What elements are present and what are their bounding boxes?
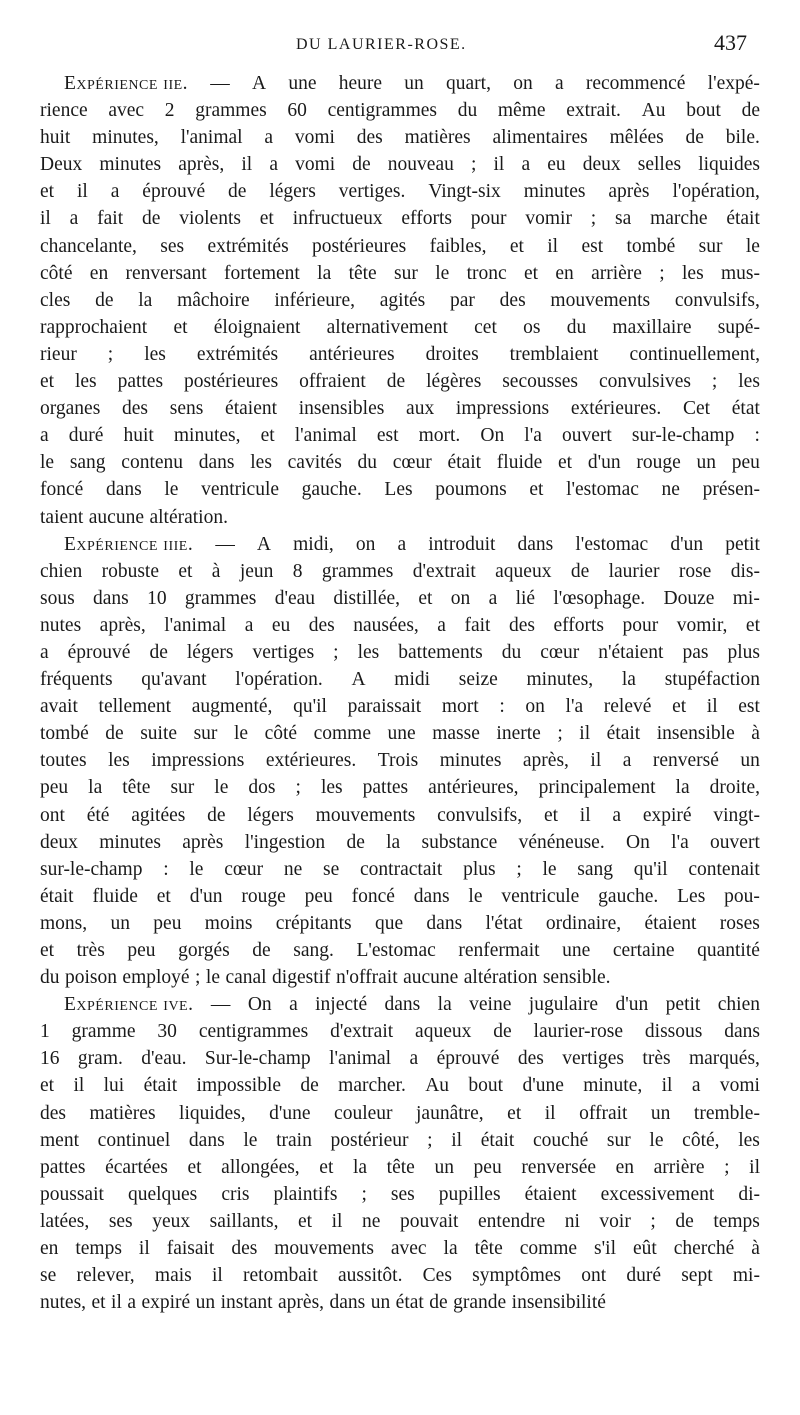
text-line: côté en renversant fortement la tête sur le tronc et en arrière ; les mus- bbox=[40, 262, 760, 284]
text-line: chien robuste et à jeun 8 grammes d'extrait aqueux de laurier rose dis- bbox=[40, 560, 760, 582]
text-line: et il lui était impossible de marcher. Au bout d'une minute, il a vomi bbox=[40, 1075, 760, 1097]
text-line: tombé de suite sur le côté comme une masse inerte ; il était insensible à bbox=[40, 723, 760, 745]
experience-first-line: Expérience iiie. — A midi, on a introduit dans l'estomac d'un petit bbox=[40, 531, 760, 558]
text-line: fréquents qu'avant l'opération. A midi seize minutes, la stupéfaction bbox=[40, 669, 760, 691]
text-line: il a fait de violents et infructueux efforts pour vomir ; sa marche était bbox=[40, 208, 760, 230]
text-line: ment continuel dans le train postérieur ; il était couché sur le côté, les bbox=[40, 1129, 760, 1151]
text-line: poussait quelques cris plaintifs ; ses pupilles étaient excessivement di- bbox=[40, 1183, 760, 1205]
text-line: peu la tête sur le dos ; les pattes antérieures, principalement la droite, bbox=[40, 777, 760, 799]
text-line: taient aucune altération. bbox=[40, 506, 228, 528]
text-line: rieur ; les extrémités antérieures droites tremblaient continuellement, bbox=[40, 343, 760, 365]
text-line: 16 gram. d'eau. Sur-le-champ l'animal a éprouvé des vertiges très marqués, bbox=[40, 1048, 760, 1070]
text-line: sur-le-champ : le cœur ne se contractait plus ; le sang qu'il contenait bbox=[40, 858, 760, 880]
text-line: a duré huit minutes, et l'animal est mort. On l'a ouvert sur-le-champ : bbox=[40, 425, 760, 447]
text-line: se relever, mais il retombait aussitôt. Ces symptômes ont duré sept mi- bbox=[40, 1265, 760, 1287]
text-line: cles de la mâchoire inférieure, agités par des mouvements convulsifs, bbox=[40, 289, 760, 311]
text-line: des matières liquides, d'une couleur jaunâtre, et il offrait un tremble- bbox=[40, 1102, 760, 1124]
text-line: 1 gramme 30 centigrammes d'extrait aqueux de laurier-rose dissous dans bbox=[40, 1021, 760, 1043]
text-line: sous dans 10 grammes d'eau distillée, et on a lié l'œsophage. Douze mi- bbox=[40, 587, 760, 609]
text-line: en temps il faisait des mouvements avec la tête comme s'il eût cherché à bbox=[40, 1238, 760, 1260]
text-line: et il a éprouvé de légers vertiges. Vingt-six minutes après l'opération, bbox=[40, 181, 760, 203]
text-line: foncé dans le ventricule gauche. Les poumons et l'estomac ne présen- bbox=[40, 479, 760, 501]
text-line: rapprochaient et éloignaient alternativement cet os du maxillaire supé- bbox=[40, 316, 760, 338]
text-line: était fluide et d'un rouge peu foncé dans le ventricule gauche. Les pou- bbox=[40, 885, 760, 907]
experience-heading: Expérience iie. bbox=[64, 73, 189, 94]
running-title: DU LAURIER-ROSE. bbox=[296, 36, 467, 53]
page-number: 437 bbox=[714, 30, 747, 55]
experience-heading: Expérience iiie. bbox=[64, 533, 194, 555]
body-text bbox=[40, 70, 760, 1316]
text-line: du poison employé ; le canal digestif n'offrait aucune altération sensible. bbox=[40, 967, 611, 989]
text-line: Deux minutes après, il a vomi de nouveau ; il a eu deux selles liquides bbox=[40, 154, 760, 176]
text-line: et très peu gorgés de sang. L'estomac renfermait une certaine quantité bbox=[40, 940, 760, 961]
text-line: latées, ses yeux saillants, et il ne pouvait entendre ni voir ; de temps bbox=[40, 1210, 760, 1232]
text-line: nutes après, l'animal a eu des nausées, a fait des efforts pour vomir, et bbox=[40, 614, 760, 636]
text-line: toutes les impressions extérieures. Trois minutes après, il a renversé un bbox=[40, 750, 760, 772]
text-line: avait tellement augmenté, qu'il paraissait mort : on l'a relevé et il est bbox=[40, 696, 760, 718]
experience-first-line: Expérience ive. — On a injecté dans la veine jugulaire d'un petit chien bbox=[40, 991, 760, 1018]
text-line: le sang contenu dans les cavités du cœur était fluide et d'un rouge un peu bbox=[40, 452, 760, 474]
text-line: mons, un peu moins crépitants que dans l'état ordinaire, étaient roses bbox=[40, 912, 760, 934]
text-line: huit minutes, l'animal a vomi des matières alimentaires mêlées de bile. bbox=[40, 127, 760, 149]
experience-heading: Expérience ive. bbox=[64, 994, 194, 1016]
text-line: a éprouvé de légers vertiges ; les battements du cœur n'étaient pas plus bbox=[40, 641, 760, 663]
text-line: chancelante, ses extrémités postérieures faibles, et il est tombé sur le bbox=[40, 235, 760, 257]
text-line: nutes, et il a expiré un instant après, dans un état de grande insensibilité bbox=[40, 1292, 606, 1314]
experience-first-line: Expérience iie. — A une heure un quart, on a recommencé l'expé- bbox=[40, 70, 760, 97]
text-line: organes des sens étaient insensibles aux impressions extérieures. Cet état bbox=[40, 398, 760, 420]
text-line: deux minutes après l'ingestion de la substance vénéneuse. On l'a ouvert bbox=[40, 831, 760, 853]
text-line: ont été agitées de légers mouvements convulsifs, et il a expiré vingt- bbox=[40, 804, 760, 826]
text-line: pattes écartées et allongées, et la tête un peu renversée en arrière ; il bbox=[40, 1156, 760, 1178]
text-line: et les pattes postérieures offraient de légères secousses convulsives ; les bbox=[40, 371, 760, 393]
text-line: rience avec 2 grammes 60 centigrammes du même extrait. Au bout de bbox=[40, 100, 760, 122]
